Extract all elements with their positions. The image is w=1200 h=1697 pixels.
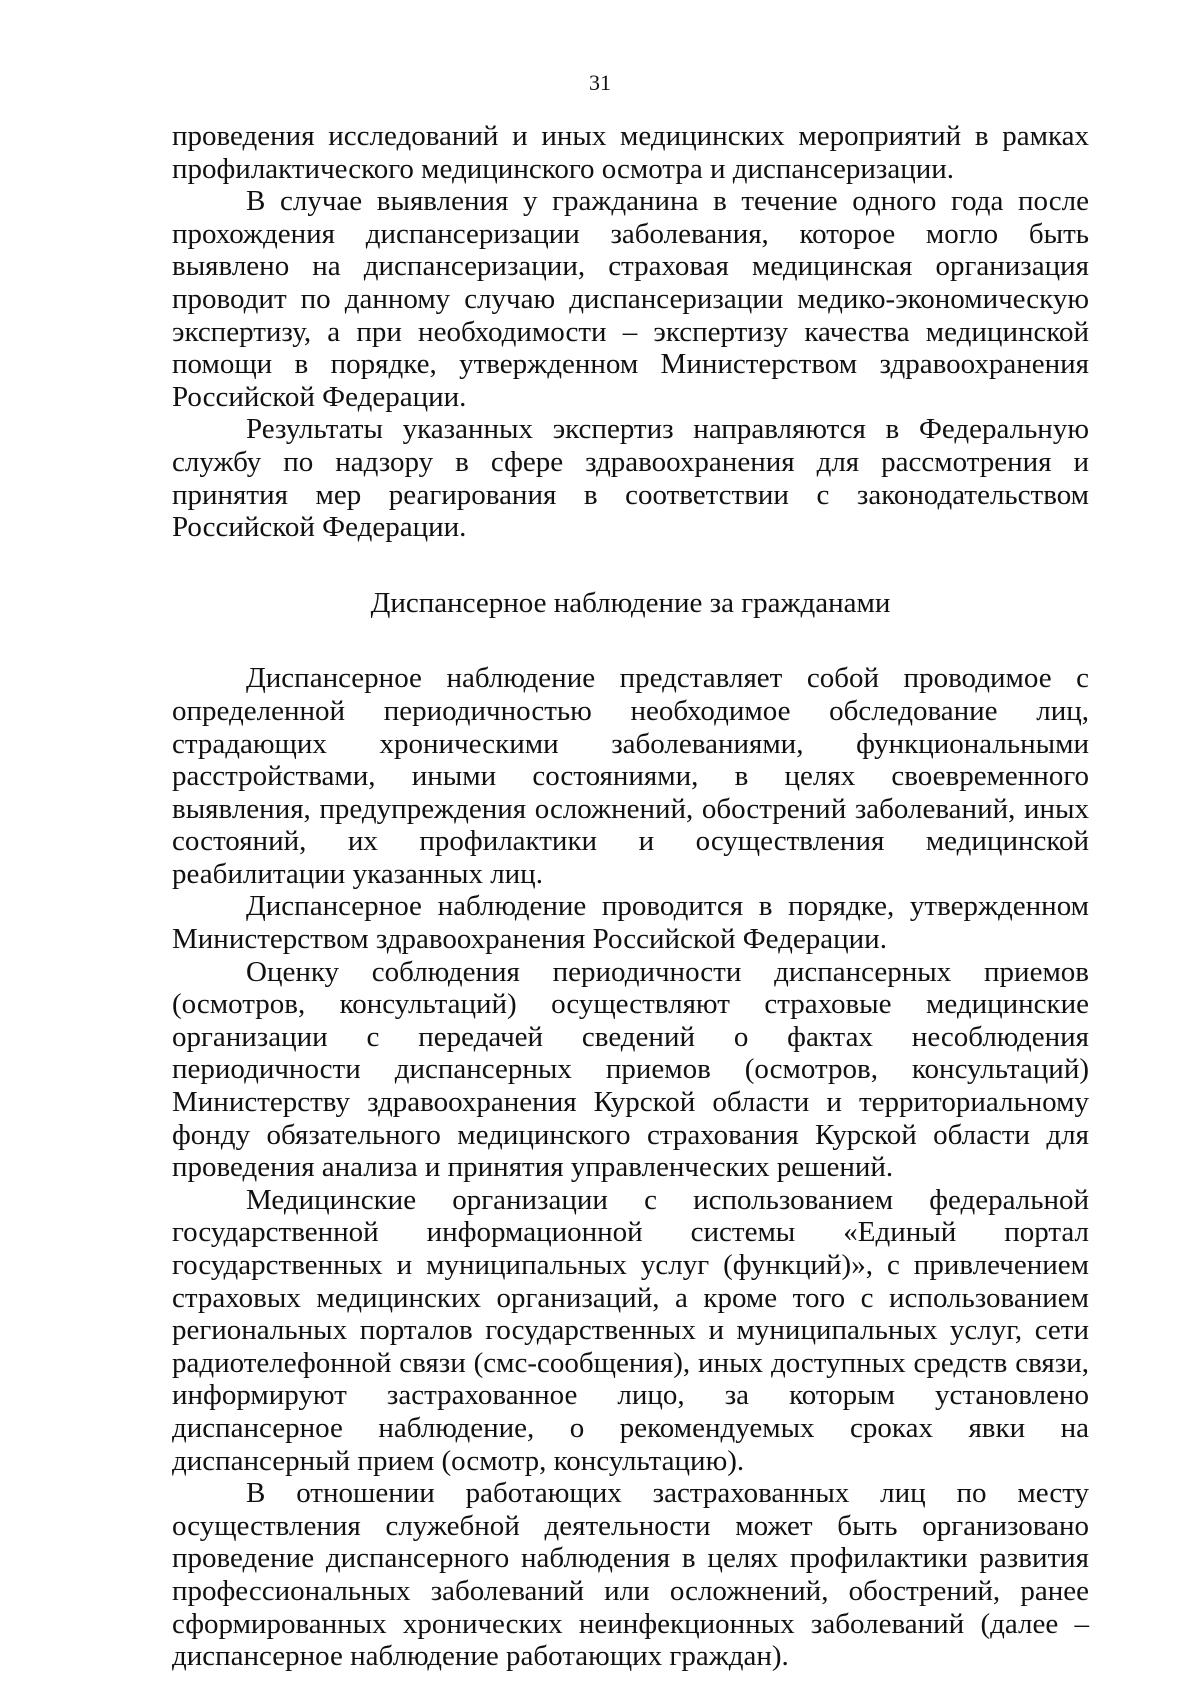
- paragraph-dispensary-procedure: Диспансерное наблюдение проводится в порядке, утвержденном Министерством здравоохранения Российской Федерации.: [172, 890, 1089, 956]
- document-body: [172, 120, 1089, 1673]
- paragraph-periodicity-assessment: Оценку соблюдения периодичности диспансерных приемов (осмотров, консультаций) осуществляют страховые медицинские организации с передачей сведений о фактах несоблюдения периодичности диспансерных приемов (осмотров, консультаций) Министерству здравоохранения Курской области и территориальному фонду обязательного медицинского страхования Курской области для проведения анализа и принятия управленческих решений.: [172, 955, 1089, 1184]
- paragraph-continuation: проведения исследований и иных медицинских мероприятий в рамках профилактического медицинского осмотра и диспансеризации.: [172, 120, 1089, 185]
- paragraph-examination-expertise: В случае выявления у гражданина в течение одного года после прохождения диспансеризации заболевания, которое могло быть выявлено на диспансеризации, страховая медицинская организация проводит по данному случаю диспансеризации медико-экономическую экспертизу, а при необходимости – экспертизу качества медицинской помощи в порядке, утвержденном Министерством здравоохранения Российской Федерации.: [172, 185, 1089, 413]
- paragraph-dispensary-definition: Диспансерное наблюдение представляет собой проводимое с определенной периодичностью необходимое обследование лиц, страдающих хроническими заболеваниями, функциональными расстройствами, иными состояниями, в целях своевременного выявления, предупреждения осложнений, обострений заболеваний, иных состояний, их профилактики и осуществления медицинской реабилитации указанных лиц.: [172, 662, 1089, 890]
- page-number: 31: [589, 70, 611, 95]
- paragraph-expertise-results: Результаты указанных экспертиз направляются в Федеральную службу по надзору в сфере здравоохранения для рассмотрения и принятия мер реагирования в соответствии с законодательством Российской Федерации.: [172, 413, 1089, 544]
- section-heading: Диспансерное наблюдение за гражданами: [370, 586, 891, 619]
- paragraph-working-citizens: В отношении работающих застрахованных лиц по месту осуществления служебной деятельности может быть организовано проведение диспансерного наблюдения в целях профилактики развития профессиональных заболеваний или осложнений, обострений, ранее сформированных хронических неинфекционных заболеваний (далее – диспансерное наблюдение работающих граждан).: [172, 1477, 1089, 1673]
- paragraph-informing-insured: Медицинские организации с использованием федеральной государственной информационной системы «Единый портал государственных и муниципальных услуг (функций)», с привлечением страховых медицинских организаций, а кроме того с использованием региональных порталов государственных и муниципальных услуг, сети радиотелефонной связи (смс-сообщения), иных доступных средств связи, информируют застрахованное лицо, за которым установлено диспансерное наблюдение, о рекомендуемых сроках явки на диспансерный прием (осмотр, консультацию).: [172, 1183, 1089, 1477]
